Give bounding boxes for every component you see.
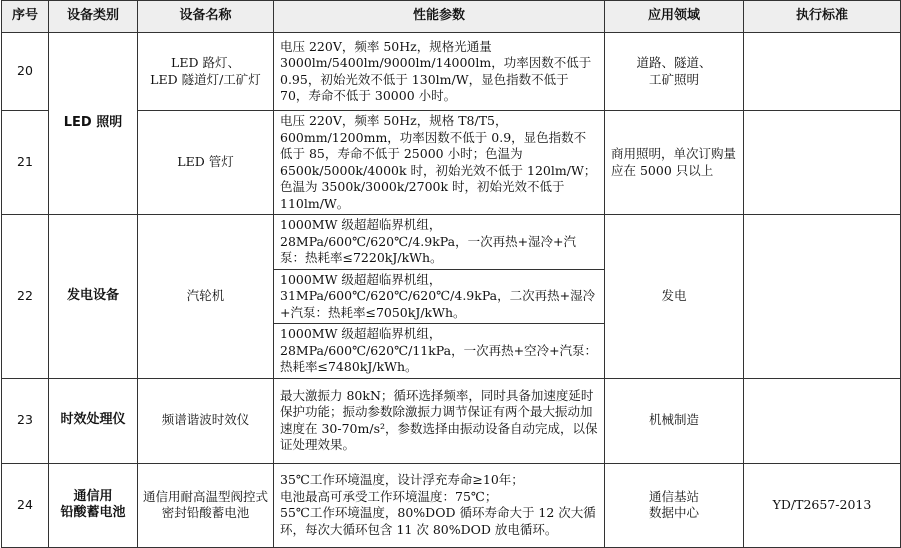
row-name: 频谱谐波时效仪	[138, 378, 274, 463]
row-params-line: 55℃工作环境温度，80%DOD 循环寿命大于 12 次大循环，每次大循环包含 11 次 80%DOD 放电循环。	[280, 505, 596, 537]
row-name-line: LED 隧道灯/工矿灯	[150, 71, 261, 87]
row-field	[605, 463, 744, 547]
row-field-line: 数据中心	[648, 505, 699, 520]
row-params-line: 电池最高可承受工作环境温度：75℃；	[280, 488, 498, 504]
row-params-line: 35℃工作环境温度，设计浮充寿命≥10年；	[280, 472, 524, 487]
row-standard	[744, 111, 901, 215]
row-index: 21	[2, 111, 49, 215]
header-standard: 执行标准	[744, 1, 901, 33]
row-params: 电压 220V，频率 50Hz，规格 T8/T5，600mm/1200mm，功率因数不低于 0.9，显色指数不低于 85，寿命不低于 25000 小时；色温为 6500k/5000k/4000k 时，初始光效不低于 120lm/W；色温为 3500k/3000k/2700k 时，初始光效不低于 110lm/W。	[274, 111, 605, 215]
header-name: 设备名称	[138, 1, 274, 33]
header-params: 性能参数	[274, 1, 605, 33]
row-name-line: 密封铅酸蓄电池	[161, 505, 250, 520]
table-row	[2, 215, 901, 270]
table-row	[2, 378, 901, 463]
row-name	[138, 463, 274, 547]
row-field: 商用照明，单次订购量应在 5000 只以上	[605, 111, 744, 215]
row-name: 汽轮机	[138, 215, 274, 379]
row-index: 22	[2, 215, 49, 379]
equipment-table	[1, 0, 901, 548]
row-index: 24	[2, 463, 49, 547]
table-row	[2, 463, 901, 547]
row-field-line: 工矿照明	[648, 71, 699, 87]
row-field: 机械制造	[605, 378, 744, 463]
row-field: 发电	[605, 215, 744, 379]
row-name-line: LED 路灯、	[171, 55, 240, 70]
header-row	[2, 1, 901, 33]
row-params: 电压 220V，频率 50Hz，规格光通量 3000lm/5400lm/9000lm/14000lm，功率因数不低于 0.95，初始光效不低于 130lm/W，显色指数不低于 70，寿命不低于 30000 小时。	[274, 33, 605, 111]
row-params	[274, 463, 605, 547]
table-row	[2, 33, 901, 111]
row-field-line: 道路、隧道、	[636, 55, 712, 70]
row-standard: YD/T2657-2013	[744, 463, 901, 547]
row-name: LED 管灯	[138, 111, 274, 215]
row-standard	[744, 378, 901, 463]
row-params: 最大激振力 80kN；循环选择频率，同时具备加速度延时保护功能；振动参数除激振力调节保证有两个最大振动加速度在 30-70m/s²，参数选择由振动设备自动完成，以保证处理效果。	[274, 378, 605, 463]
row-category-line: 铅酸蓄电池	[60, 505, 126, 520]
row-index: 20	[2, 33, 49, 111]
header-index: 序号	[2, 1, 49, 33]
row-name	[138, 33, 274, 111]
row-category	[49, 463, 138, 547]
row-standard	[744, 215, 901, 379]
header-field: 应用领域	[605, 1, 744, 33]
row-name-line: 通信用耐高温型阀控式	[142, 488, 268, 504]
row-params: 1000MW 级超超临界机组，28MPa/600℃/620℃/4.9kPa，一次再热+湿冷+汽泵：热耗率≤7220kJ/kWh。	[274, 215, 605, 270]
header-category: 设备类别	[49, 1, 138, 33]
row-standard	[744, 33, 901, 111]
row-params: 1000MW 级超超临界机组，31MPa/600℃/620℃/620℃/4.9kPa，二次再热+湿冷+汽泵：热耗率≤7050kJ/kWh。	[274, 269, 605, 324]
row-index: 23	[2, 378, 49, 463]
row-category: LED 照明	[49, 33, 138, 215]
row-field	[605, 33, 744, 111]
row-field-line: 通信基站	[648, 488, 699, 504]
row-category: 发电设备	[49, 215, 138, 379]
row-category: 时效处理仪	[49, 378, 138, 463]
row-params: 1000MW 级超超临界机组，28MPa/600℃/620℃/11kPa，一次再热+空冷+汽泵：热耗率≤7480kJ/kWh。	[274, 324, 605, 379]
row-category-line: 通信用	[73, 488, 113, 504]
